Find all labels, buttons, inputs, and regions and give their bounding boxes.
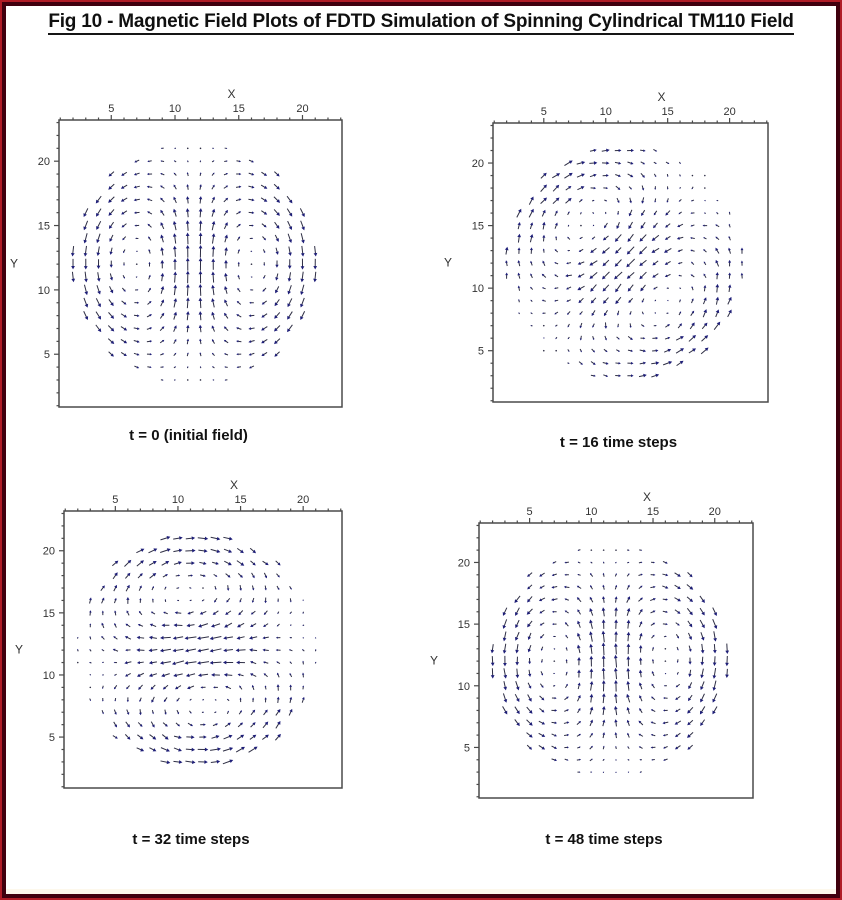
x-tick-label: 10 [168,103,182,115]
y-tick-label: 5 [48,732,55,745]
quiver-arrows [77,536,316,764]
y-axis-ticks [15,513,64,786]
y-tick-label: 5 [43,349,50,362]
x-tick-label: 5 [540,106,547,118]
x-tick-label: 20 [297,494,310,506]
x-axis-label: X [229,478,239,492]
bottom-strip [6,889,836,894]
quiver-arrows [71,148,317,381]
x-tick-label: 10 [171,494,185,506]
y-tick-label: 10 [37,284,50,297]
plot-caption-t0: t = 0 (initial field) [129,427,248,444]
y-axis-label: Y [9,256,19,271]
quiver-plot-t32 [14,469,352,798]
x-tick-label: 15 [646,506,660,518]
x-axis-label: X [227,87,236,101]
y-axis-ticks [10,123,59,406]
y-axis-ticks [430,525,479,796]
quiver-plot-t16 [443,81,778,412]
x-tick-label: 20 [708,506,721,518]
figure-title [0,11,842,33]
y-tick-label: 15 [37,220,50,233]
y-tick-label: 20 [471,158,484,171]
x-axis-label: X [642,490,652,504]
quiver-plot-t48 [429,481,763,808]
plot-caption-t16: t = 16 time steps [559,434,678,451]
y-tick-label: 20 [42,545,55,558]
x-tick-label: 10 [599,106,612,118]
x-tick-label: 20 [296,103,309,115]
x-tick-label: 5 [526,506,533,518]
x-tick-label: 15 [661,106,674,118]
figure-title-text: Fig 10 - Magnetic Field Plots of FDTD Simulation of Spinning Cylindrical TM110 Field [48,11,793,35]
y-tick-label: 10 [471,283,484,296]
x-axis-ticks [65,478,340,511]
plot-frame [64,511,342,788]
y-axis-label: Y [443,255,453,270]
y-axis-label: Y [14,642,24,657]
y-tick-label: 10 [42,669,55,682]
y-tick-label: 10 [457,680,470,693]
x-axis-label: X [657,90,666,104]
plot-caption-t48: t = 48 time steps [545,831,663,848]
y-axis-ticks [444,126,493,401]
quiver-plot-t0 [9,78,352,417]
quiver-arrows [491,549,730,773]
x-tick-label: 20 [723,106,736,118]
x-tick-label: 15 [234,494,247,506]
x-axis-ticks [60,87,340,120]
x-axis-ticks [494,90,767,123]
quiver-arrows [505,149,743,378]
y-tick-label: 15 [42,607,55,620]
plot-caption-t32: t = 32 time steps [132,831,250,848]
y-axis-label: Y [429,653,439,668]
y-tick-label: 20 [37,156,50,169]
x-tick-label: 15 [232,103,245,115]
y-tick-label: 5 [477,345,484,358]
y-tick-label: 20 [457,557,470,570]
y-tick-label: 15 [471,220,484,233]
x-tick-label: 5 [108,103,115,115]
x-tick-label: 10 [585,506,598,518]
y-tick-label: 5 [463,742,470,755]
x-axis-ticks [480,490,752,523]
x-tick-label: 5 [112,494,119,506]
y-tick-label: 15 [457,619,470,632]
